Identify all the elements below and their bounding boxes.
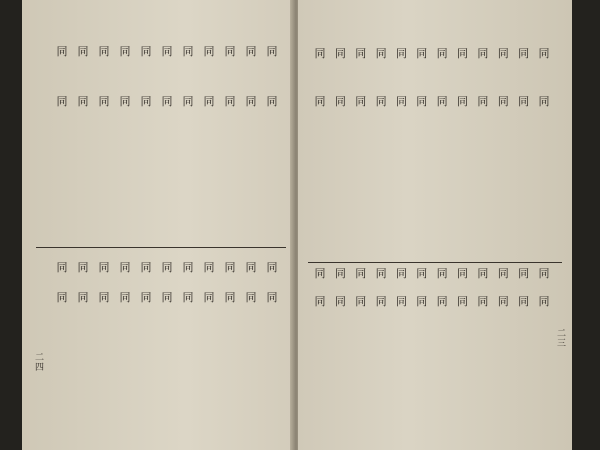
- tong-mark: 同: [375, 95, 387, 108]
- name-entry: [203, 126, 215, 246]
- name-entry: [366, 108, 378, 248]
- tong-mark: 同: [224, 45, 236, 58]
- tong-mark: 同: [497, 267, 509, 280]
- tong-mark: 同: [395, 95, 407, 108]
- right-upper-mark-row: [314, 48, 550, 59]
- name-entry: [331, 342, 343, 450]
- tong-mark: 同: [518, 95, 530, 108]
- left-upper-mark-row-2: [56, 96, 278, 107]
- tong-mark: 同: [203, 95, 215, 108]
- name-entry: [98, 126, 110, 246]
- tong-mark: 同: [416, 267, 428, 280]
- name-entry: [521, 342, 533, 450]
- tong-mark: 同: [395, 295, 407, 308]
- tong-mark: 同: [314, 47, 326, 60]
- tong-mark: 同: [245, 291, 257, 304]
- name-entry: [486, 342, 498, 450]
- name-entry: [417, 108, 429, 248]
- tong-mark: 同: [119, 45, 131, 58]
- tong-mark: 同: [314, 95, 326, 108]
- name-entry: [119, 340, 131, 440]
- tong-mark: 同: [77, 45, 89, 58]
- tong-mark: 同: [77, 95, 89, 108]
- name-entry: [503, 108, 515, 248]
- name-entry: [56, 340, 68, 440]
- name-entry: [77, 340, 89, 440]
- name-entry: [400, 108, 412, 248]
- left-lower-name-list: [56, 340, 278, 440]
- name-entry: [77, 126, 89, 246]
- tong-mark: 同: [518, 47, 530, 60]
- tong-mark: 同: [375, 47, 387, 60]
- name-entry: [469, 108, 481, 248]
- tong-mark: 同: [56, 95, 68, 108]
- tong-mark: 同: [245, 95, 257, 108]
- tong-mark: 同: [314, 267, 326, 280]
- tong-mark: 同: [457, 267, 469, 280]
- name-entry: [203, 340, 215, 440]
- tong-mark: 同: [375, 267, 387, 280]
- tong-mark: 同: [416, 295, 428, 308]
- tong-mark: 同: [538, 267, 550, 280]
- tong-mark: 同: [140, 45, 152, 58]
- tong-mark: 同: [355, 295, 367, 308]
- tong-mark: 同: [436, 267, 448, 280]
- tong-mark: 同: [56, 291, 68, 304]
- tong-mark: 同: [182, 45, 194, 58]
- name-entry: [538, 342, 550, 450]
- name-entry: [452, 342, 464, 450]
- right-upper-mark-row-2: [314, 96, 550, 107]
- tong-mark: 同: [224, 261, 236, 274]
- left-upper-mark-row: [56, 46, 278, 57]
- tong-mark: 同: [77, 291, 89, 304]
- tong-mark: 同: [314, 295, 326, 308]
- tong-mark: 同: [266, 261, 278, 274]
- name-entry: [314, 342, 326, 450]
- tong-mark: 同: [497, 95, 509, 108]
- name-entry: [182, 340, 194, 440]
- tong-mark: 同: [416, 47, 428, 60]
- tong-mark: 同: [140, 95, 152, 108]
- right-divider-rule: [308, 262, 562, 263]
- tong-mark: 同: [538, 47, 550, 60]
- tong-mark: 同: [98, 45, 110, 58]
- tong-mark: 同: [224, 291, 236, 304]
- tong-mark: 同: [518, 267, 530, 280]
- tong-mark: 同: [266, 45, 278, 58]
- tong-mark: 同: [457, 95, 469, 108]
- tong-mark: 同: [266, 291, 278, 304]
- left-lower-mark-row-2: [56, 292, 278, 303]
- tong-mark: 同: [497, 47, 509, 60]
- right-lower-mark-row-2: [314, 296, 550, 307]
- name-entry: [538, 108, 550, 248]
- tong-mark: 同: [355, 47, 367, 60]
- tong-mark: 同: [245, 45, 257, 58]
- right-page-number: 二三: [555, 328, 565, 348]
- tong-mark: 同: [161, 95, 173, 108]
- name-entry: [383, 342, 395, 450]
- tong-mark: 同: [355, 95, 367, 108]
- tong-mark: 同: [119, 95, 131, 108]
- tong-mark: 同: [477, 95, 489, 108]
- tong-mark: 同: [497, 295, 509, 308]
- tong-mark: 同: [334, 95, 346, 108]
- tong-mark: 同: [77, 261, 89, 274]
- tong-mark: 同: [119, 291, 131, 304]
- tong-mark: 同: [334, 47, 346, 60]
- tong-mark: 同: [182, 95, 194, 108]
- tong-mark: 同: [477, 267, 489, 280]
- tong-mark: 同: [457, 295, 469, 308]
- name-entry: [417, 342, 429, 450]
- name-entry: [266, 340, 278, 440]
- tong-mark: 同: [203, 261, 215, 274]
- name-entry: [486, 108, 498, 248]
- name-entry: [452, 108, 464, 248]
- name-entry: [224, 340, 236, 440]
- tong-mark: 同: [182, 291, 194, 304]
- tong-mark: 同: [457, 47, 469, 60]
- tong-mark: 同: [161, 45, 173, 58]
- tong-mark: 同: [56, 261, 68, 274]
- name-entry: [521, 108, 533, 248]
- tong-mark: 同: [140, 291, 152, 304]
- tong-mark: 同: [395, 267, 407, 280]
- name-entry: [469, 342, 481, 450]
- left-page-number: 二四: [33, 352, 43, 372]
- tong-mark: 同: [98, 291, 110, 304]
- tong-mark: 同: [245, 261, 257, 274]
- tong-mark: 同: [182, 261, 194, 274]
- tong-mark: 同: [436, 47, 448, 60]
- tong-mark: 同: [477, 295, 489, 308]
- tong-mark: 同: [266, 95, 278, 108]
- left-page: [22, 0, 294, 450]
- name-entry: [400, 342, 412, 450]
- name-entry: [56, 126, 68, 246]
- tong-mark: 同: [395, 47, 407, 60]
- tong-mark: 同: [140, 261, 152, 274]
- right-lower-mark-row: [314, 268, 550, 279]
- tong-mark: 同: [538, 95, 550, 108]
- tong-mark: 同: [355, 267, 367, 280]
- tong-mark: 同: [56, 45, 68, 58]
- left-lower-mark-row: [56, 262, 278, 273]
- tong-mark: 同: [119, 261, 131, 274]
- name-entry: [119, 126, 131, 246]
- name-entry: [435, 342, 447, 450]
- tong-mark: 同: [416, 95, 428, 108]
- tong-mark: 同: [477, 47, 489, 60]
- name-entry: [366, 342, 378, 450]
- tong-mark: 同: [334, 295, 346, 308]
- name-entry: [435, 108, 447, 248]
- tong-mark: 同: [334, 267, 346, 280]
- name-entry: [182, 126, 194, 246]
- right-lower-name-list: [314, 342, 550, 450]
- name-entry: [266, 126, 278, 246]
- tong-mark: 同: [203, 291, 215, 304]
- tong-mark: 同: [161, 261, 173, 274]
- name-entry: [503, 342, 515, 450]
- name-entry: [161, 340, 173, 440]
- name-entry: [348, 342, 360, 450]
- tong-mark: 同: [538, 295, 550, 308]
- tong-mark: 同: [161, 291, 173, 304]
- right-upper-name-list: [314, 108, 550, 248]
- name-entry: [348, 108, 360, 248]
- name-entry: [383, 108, 395, 248]
- tong-mark: 同: [98, 95, 110, 108]
- right-page: [298, 0, 572, 450]
- tong-mark: 同: [375, 295, 387, 308]
- name-entry: [140, 126, 152, 246]
- tong-mark: 同: [436, 95, 448, 108]
- name-entry: [245, 340, 257, 440]
- tong-mark: 同: [203, 45, 215, 58]
- name-entry: [161, 126, 173, 246]
- name-entry: [98, 340, 110, 440]
- name-entry: [245, 126, 257, 246]
- left-upper-name-list: [56, 126, 278, 246]
- tong-mark: 同: [98, 261, 110, 274]
- name-entry: [140, 340, 152, 440]
- tong-mark: 同: [436, 295, 448, 308]
- name-entry: [331, 108, 343, 248]
- tong-mark: 同: [224, 95, 236, 108]
- tong-mark: 同: [518, 295, 530, 308]
- name-entry: [314, 108, 326, 248]
- left-divider-rule: [36, 247, 286, 248]
- name-entry: [224, 126, 236, 246]
